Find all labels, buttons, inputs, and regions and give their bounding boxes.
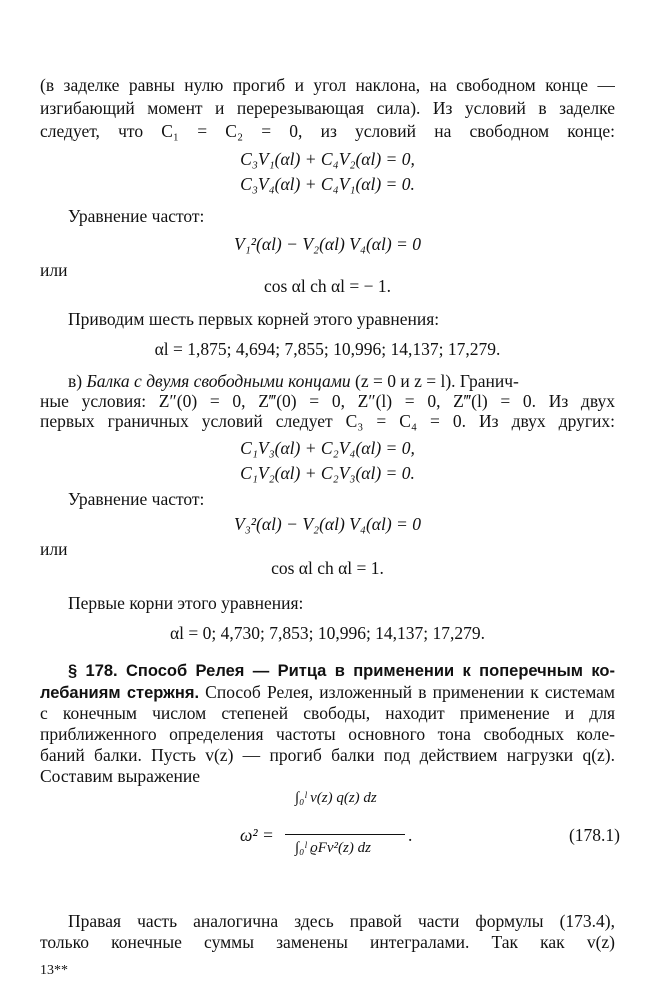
text-line: Составим выражение [40, 766, 200, 786]
equation: V₁²(αl) − V₂(αl) V₄(αl) = 0 [234, 234, 421, 254]
formula-178-1 [240, 790, 620, 890]
formula-denominator: ∫₀ˡ ϱFv²(z) dz [295, 840, 371, 856]
text-line [40, 681, 615, 704]
equation: V₃²(αl) − V₂(αl) V₄(αl) = 0 [234, 514, 421, 534]
equation: αl = 1,875; 4,694; 7,855; 10,996; 14,137; 17,279. [154, 339, 501, 359]
text-line: (в заделке равны нулю прогиб и угол наклона, на свободном конце — [40, 75, 615, 95]
item-title: Балка с двумя свободными концами [86, 371, 351, 391]
text-line: приближенного определения частоты основного тона свободных коле- [40, 724, 615, 744]
equation: C₁V₂(αl) + C₂V₃(αl) = 0. [240, 463, 415, 483]
text-line: Первые корни этого уравнения: [68, 593, 304, 613]
section-heading: § 178. Способ Релея — Ритца в применении к поперечным ко- [68, 662, 615, 680]
formula-period: . [408, 825, 413, 845]
text-line: с конечным числом степеней свободы, находит применение и для [40, 703, 615, 723]
text-line: или [40, 260, 68, 280]
equation: C₃V₁(αl) + C₄V₂(αl) = 0, [240, 149, 415, 169]
text-line: Приводим шесть первых корней этого уравнения: [68, 309, 440, 329]
equation-number: (178.1) [568, 825, 620, 845]
equation: αl = 0; 4,730; 7,853; 10,996; 14,137; 17,279. [169, 623, 486, 643]
equation: C₁V₃(αl) + C₂V₄(αl) = 0, [240, 438, 415, 458]
signature-mark: 13** [40, 963, 68, 978]
text-run: Способ Релея, изложенный в применении к системам [199, 682, 615, 702]
text-line [68, 370, 615, 392]
equation: cos αl ch αl = − 1. [263, 276, 392, 296]
text-line: Правая часть аналогична здесь правой части формулы (173.4), [68, 911, 615, 931]
text-line: ные условия: Z″(0) = 0, Z‴(0) = 0, Z″(l) = 0, Z‴(l) = 0. Из двух [40, 391, 615, 411]
formula-numerator: ∫₀ˡ v(z) q(z) dz [295, 790, 377, 806]
item-text: (z = 0 и z = l). Гранич- [350, 371, 519, 391]
formula-lhs: ω² = [240, 825, 274, 845]
text-line: только конечные суммы заменены интегралами. Так как v(z) [40, 932, 615, 952]
equation: cos αl ch αl = 1. [271, 558, 384, 578]
text-line: баний балки. Пусть v(z) — прогиб балки под действием нагрузки q(z). [40, 745, 615, 765]
text-line: или [40, 539, 68, 559]
text-line: следует, что C₁ = C₂ = 0, из условий на свободном конце: [40, 121, 615, 141]
equation: C₃V₄(αl) + C₄V₁(αl) = 0. [240, 174, 415, 194]
item-label: в) [68, 371, 87, 391]
text-line: изгибающий момент и перерезывающая сила). Из условий в заделке [40, 98, 615, 118]
text-line: Уравнение частот: [68, 206, 205, 226]
fraction-bar [285, 834, 405, 835]
section-heading-cont: лебаниям стержня. [40, 684, 200, 702]
text-line: Уравнение частот: [68, 489, 205, 509]
text-line: первых граничных условий следует C₃ = C₄ = 0. Из двух других: [40, 411, 615, 431]
